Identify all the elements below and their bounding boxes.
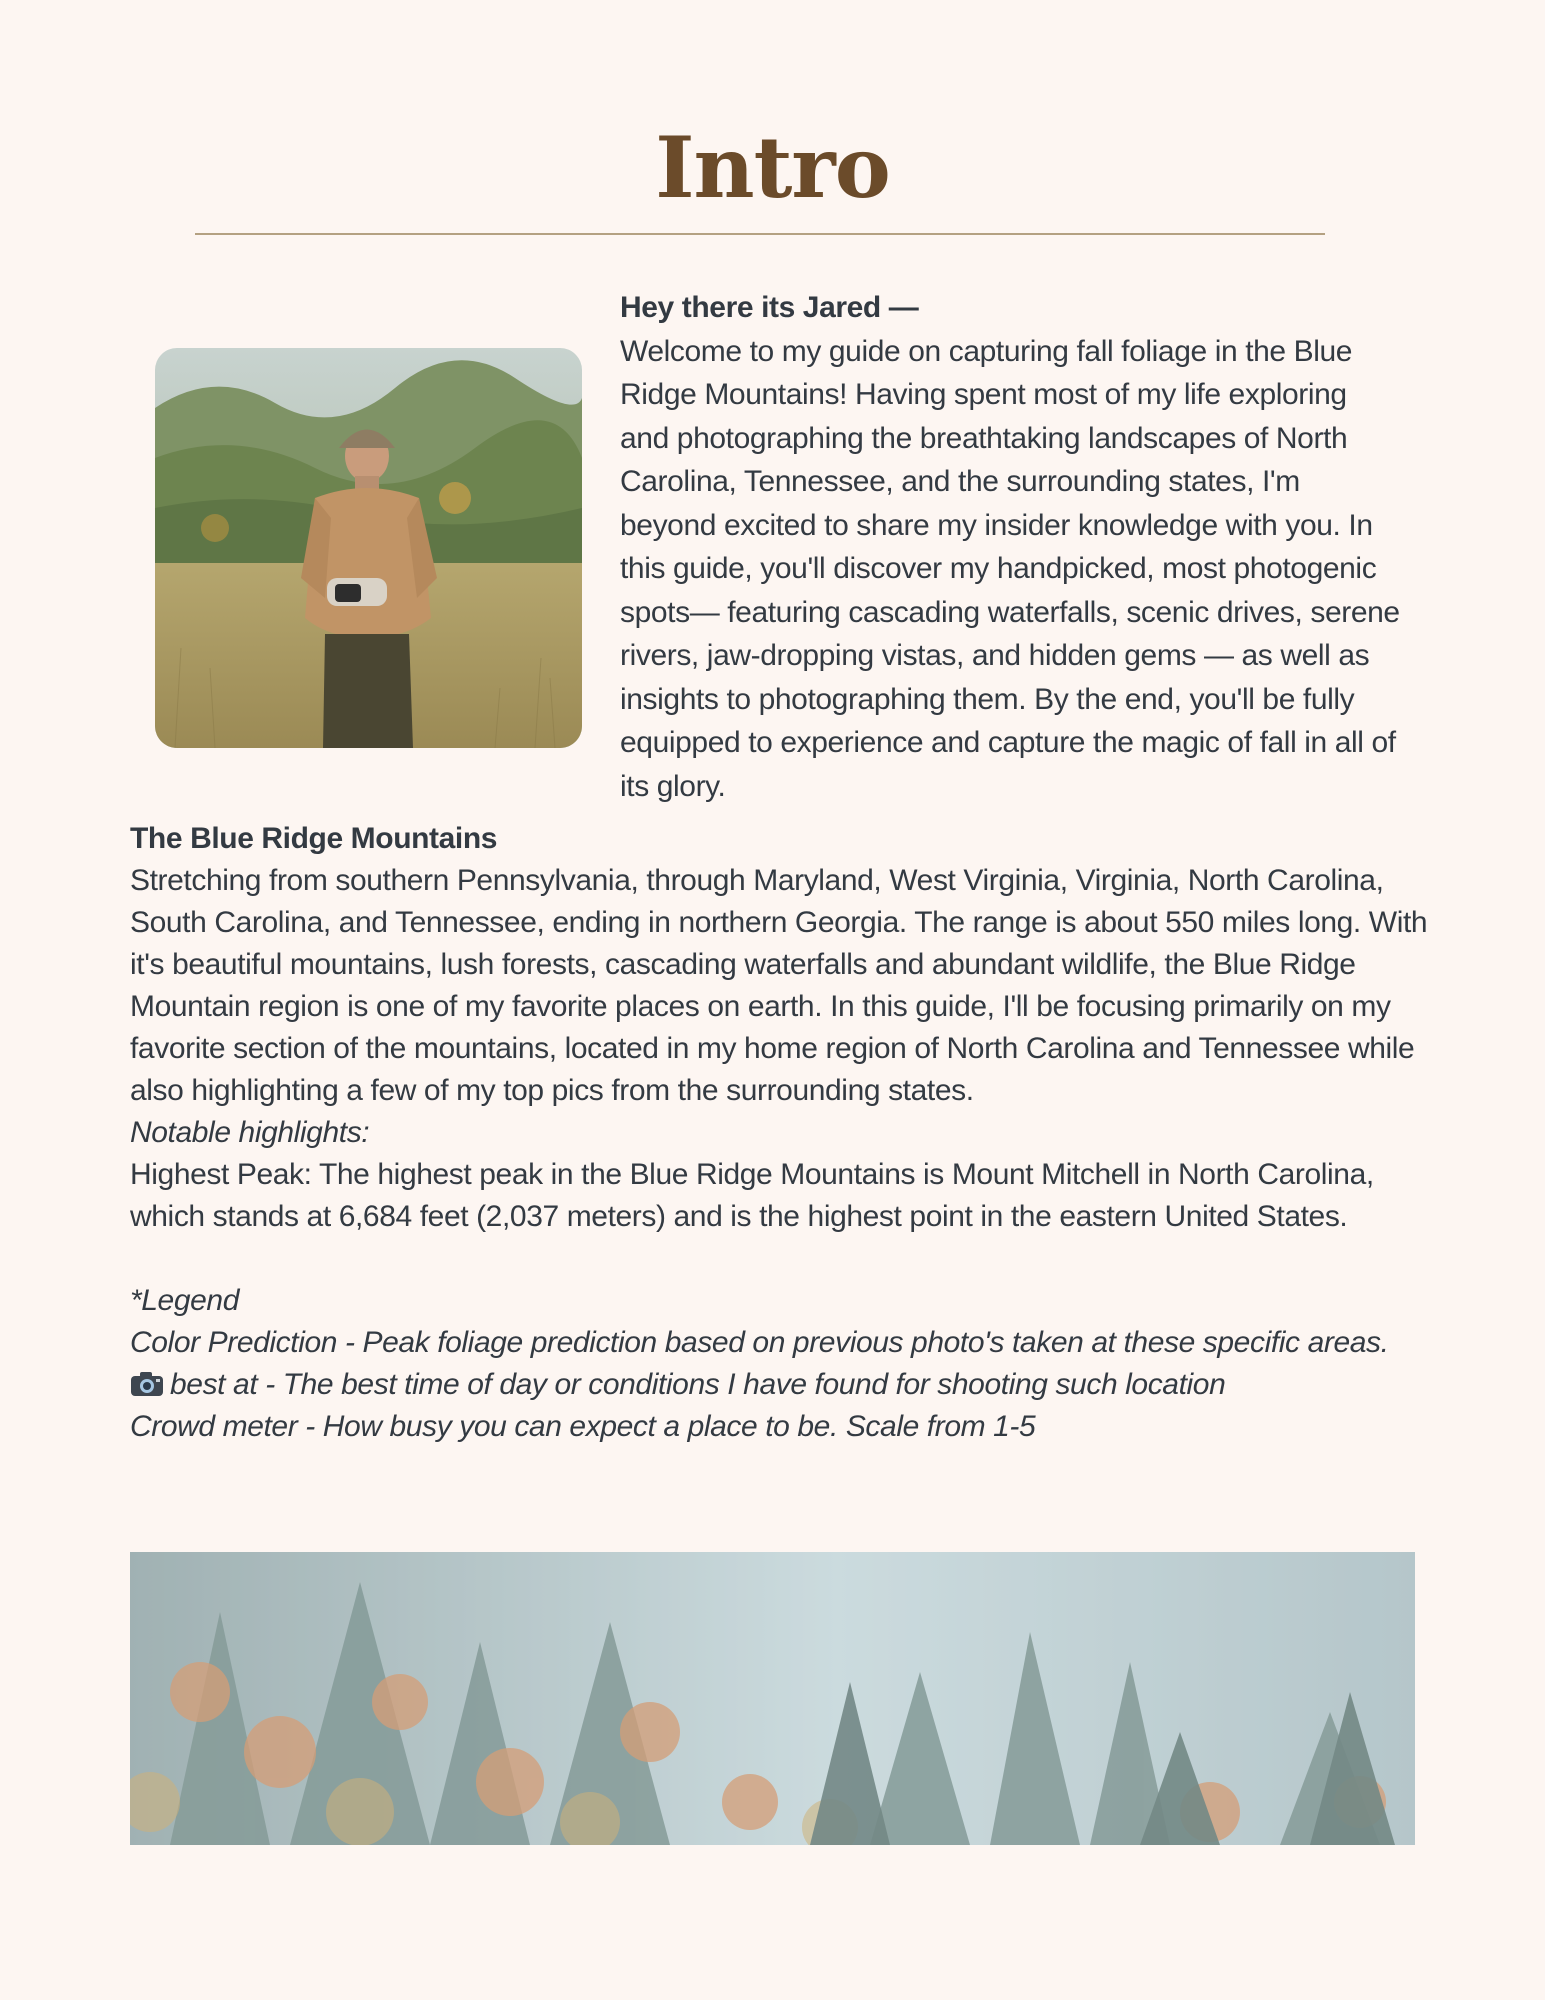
page-title: Intro bbox=[655, 118, 890, 217]
legend-best-at-text: best at - The best time of day or conditions I have found for shooting such location bbox=[170, 1368, 1226, 1401]
legend-title: *Legend bbox=[130, 1284, 239, 1317]
camera-icon bbox=[130, 1367, 164, 1393]
intro-section bbox=[620, 286, 1400, 808]
intro-paragraph: Welcome to my guide on capturing fall foliage in the Blue Ridge Mountains! Having spent most of my life exploring and photographing the breathtaking landscapes of North Carolina, Tennessee, and the surrounding states, I'm beyond excited to share my insider knowledge with you. In this guide, you'll discover my handpicked, most photogenic spots— featuring cascading waterfalls, scenic drives, serene rivers, jaw-dropping vistas, and hidden gems — as well as insights to photographing them. By the end, you'll be fully equipped to experience and capture the magic of fall in all of its glory. bbox=[620, 334, 1400, 803]
intro-greeting: Hey there its Jared — bbox=[620, 291, 919, 324]
section-heading: The Blue Ridge Mountains bbox=[130, 822, 498, 855]
forest-banner-image bbox=[130, 1552, 1415, 1845]
spacer bbox=[130, 1238, 1430, 1280]
blue-ridge-section bbox=[130, 818, 1430, 1448]
highlights-label: Notable highlights: bbox=[130, 1116, 370, 1149]
highest-peak-text: Highest Peak: The highest peak in the Blue Ridge Mountains is Mount Mitchell in North Carolina, which stands at 6,684 feet (2,037 meters) and is the highest point in the eastern United States. bbox=[130, 1158, 1374, 1233]
legend-crowd-meter: Crowd meter - How busy you can expect a place to be. Scale from 1-5 bbox=[130, 1410, 1036, 1443]
legend-color-prediction: Color Prediction - Peak foliage prediction based on previous photo's taken at these specific areas. bbox=[130, 1326, 1389, 1359]
title-divider bbox=[195, 233, 1325, 235]
legend-best-at bbox=[130, 1364, 1430, 1406]
photographer-portrait bbox=[155, 348, 582, 748]
section-paragraph: Stretching from southern Pennsylvania, through Maryland, West Virginia, Virginia, North Carolina, South Carolina, and Tennessee, ending in northern Georgia. The range is about 550 miles long. With it's beautiful mountains, lush forests, cascading waterfalls and abundant wildlife, the Blue Ridge Mountain region is one of my favorite places on earth. In this guide, I'll be focusing primarily on my favorite section of the mountains, located in my home region of North Carolina and Tennessee while also highlighting a few of my top pics from the surrounding states. bbox=[130, 864, 1428, 1107]
